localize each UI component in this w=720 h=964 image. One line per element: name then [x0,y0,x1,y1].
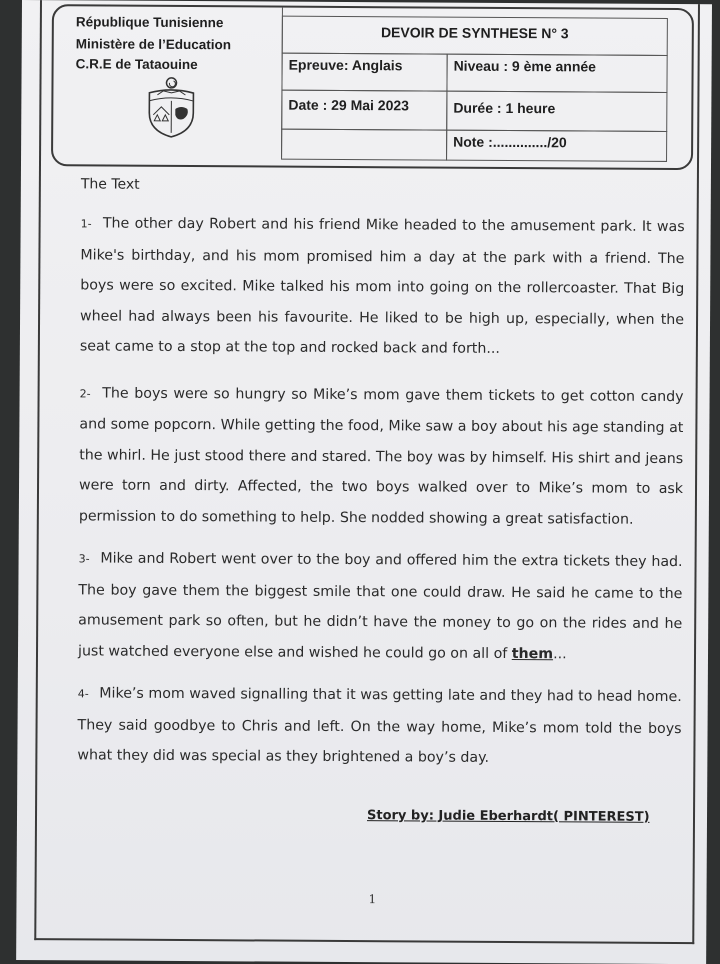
exam-header [51,4,694,170]
paragraph-2 [79,378,684,535]
duration-cell: Durée : 1 heure [446,91,667,132]
country-line: République Tunisienne [76,14,224,30]
note-cell: Note :............../20 [446,130,667,162]
cre-line: C.R.E de Tataouine [76,56,198,72]
institution-block [53,6,283,157]
reading-text [77,172,685,774]
underlined-word: them [512,646,553,662]
exam-title: DEVOIR DE SYNTHESE N° 3 [282,16,668,56]
story-credit: Story by: Judie Eberhardt( PINTEREST) [367,808,650,825]
subject-cell: Epreuve: Anglais [281,53,447,92]
paragraph-number: 1- [81,217,92,230]
exam-info-table [281,16,668,162]
paragraph-body: The boys were so hungry so Mike’s mom gave them tickets to get cotton candy and some popcorn. While getting the food, Mike saw a boy about his age standing at the whirl. He just stood there and stared. The boy was by himself. His shirt and jeans were torn and dirty. Affected, the two boys walked over to Mike’s mom to ask permission to do something to help. She nodded showing a great satisfaction. [79,385,684,527]
exam-sheet [16,0,712,964]
paragraph-number: 3- [79,552,90,565]
tunisia-emblem-icon [139,75,203,139]
blank-cell [281,129,447,161]
paragraph-ellipsis: ... [553,646,567,662]
ministry-line: Ministère de l’Education [76,36,231,52]
page-number: 1 [368,892,376,906]
date-cell: Date : 29 Mai 2023 [281,90,447,131]
text-title: The Text [81,176,685,196]
paragraph-body: The other day Robert and his friend Mike headed to the amusement park. It was Mike's birthday, and his mom promised him a day at the park with a friend. The boys were so excited. Mike talked his mom into going on the rollercoaster. That Big wheel had always been his favourite. He liked to be high up, especially, when the seat came to a stop at the top and rocked back and forth... [80,215,685,356]
paragraph-number: 4- [78,687,89,700]
paragraph-3 [78,543,683,670]
level-cell: Niveau : 9 ème année [446,54,667,93]
paragraph-number: 2- [80,387,91,400]
paragraph-1 [80,208,685,365]
paragraph-body: Mike’s mom waved signalling that it was getting late and they had to head home. They said goodbye to Chris and left. On the way home, Mike’s mom told the boys what they did was special as they brightened a boy’s day. [77,685,681,765]
paragraph-body: Mike and Robert went over to the boy and offered him the extra tickets they had. The boy gave them the biggest smile that one could draw. He said he came to the amusement park so often, but he didn’t have the money to go on the rides and he just watched everyone else and wished he could go on all of [78,550,683,661]
paragraph-4 [77,678,682,774]
